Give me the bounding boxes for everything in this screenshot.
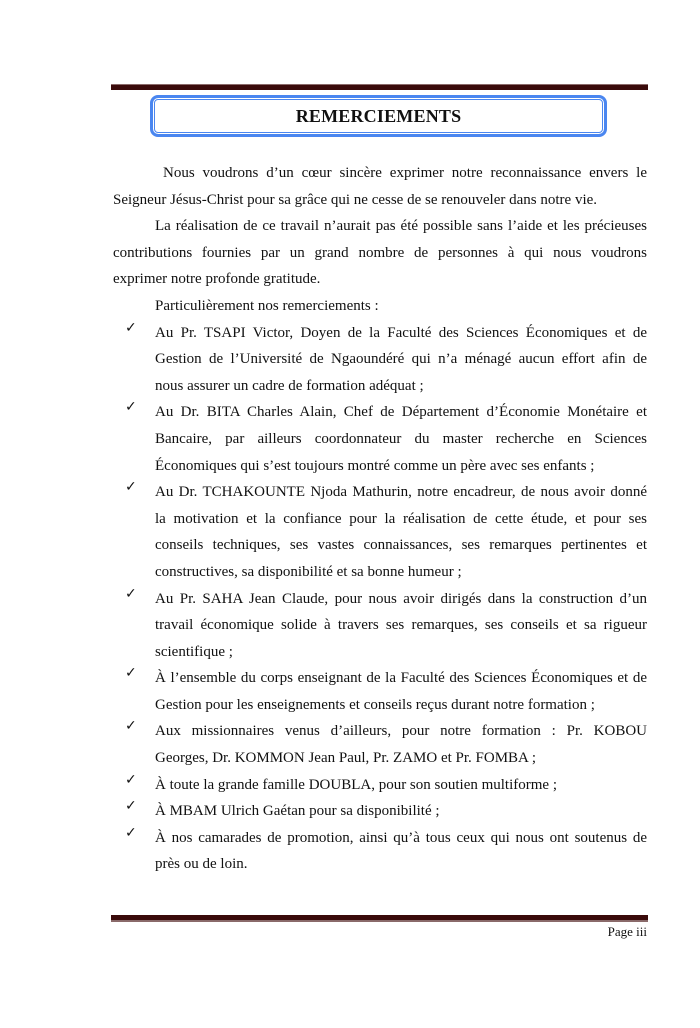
paragraph bbox=[113, 213, 647, 293]
bullet-item bbox=[113, 798, 647, 825]
text-line: exprimer notre profonde gratitude. bbox=[113, 271, 321, 288]
bullet-item bbox=[113, 586, 647, 666]
text-line: Au Dr. TCHAKOUNTE Njoda Mathurin, notre encadreur, de nous avoir donné bbox=[155, 484, 647, 501]
text-line: travail économique solide à travers ses remarques, ses conseils et sa rigueur bbox=[155, 617, 647, 634]
text-line: près ou de loin. bbox=[155, 856, 248, 873]
title-box bbox=[150, 95, 607, 137]
text-line: Au Dr. BITA Charles Alain, Chef de Département d’Économie Monétaire et bbox=[155, 404, 647, 421]
check-mark-icon: ✓ bbox=[125, 399, 137, 416]
text-line: La réalisation de ce travail n’aurait pas été possible sans l’aide et les précieuses bbox=[155, 218, 647, 235]
text-line: Économiques qui s’est toujours montré comme un père avec ses enfants ; bbox=[155, 457, 595, 474]
page-title: REMERCIEMENTS bbox=[295, 105, 462, 126]
check-mark-icon: ✓ bbox=[125, 319, 137, 336]
text-line: Particulièrement nos remerciements : bbox=[155, 297, 379, 314]
text-line: scientifique ; bbox=[155, 643, 233, 660]
text-line: Au Pr. SAHA Jean Claude, pour nous avoir dirigés dans la construction d’un bbox=[155, 590, 647, 607]
bullet-item bbox=[113, 665, 647, 718]
check-mark-icon: ✓ bbox=[125, 824, 137, 841]
footer-rule bbox=[111, 915, 648, 922]
text-line: Aux missionnaires venus d’ailleurs, pour notre formation : Pr. KOBOU bbox=[155, 723, 647, 740]
page-number: Page iii bbox=[607, 924, 647, 939]
bullet-item bbox=[113, 825, 647, 878]
bullet-item bbox=[113, 399, 647, 479]
text-line: À toute la grande famille DOUBLA, pour son soutien multiforme ; bbox=[155, 776, 558, 793]
text-line: Seigneur Jésus-Christ pour sa grâce qui ne cesse de se renouveler dans notre vie. bbox=[113, 191, 598, 208]
header-rule bbox=[111, 84, 648, 90]
bullet-item bbox=[113, 320, 647, 400]
text-line: Gestion pour les enseignements et conseils reçus durant notre formation ; bbox=[155, 696, 595, 713]
text-line: Bancaire, par ailleurs coordonnateur du master recherche en Sciences bbox=[155, 430, 647, 447]
check-mark-icon: ✓ bbox=[125, 585, 137, 602]
check-mark-icon: ✓ bbox=[125, 718, 137, 735]
text-line: À l’ensemble du corps enseignant de la Faculté des Sciences Économiques et de bbox=[155, 670, 647, 687]
text-line: constructives, sa disponibilité et sa bonne humeur ; bbox=[155, 563, 462, 580]
bullet-item bbox=[113, 718, 647, 771]
check-mark-icon: ✓ bbox=[125, 665, 137, 682]
text-line: contributions fournies par un grand nombre de personnes à qui nous voudrons bbox=[113, 244, 647, 261]
text-line: Georges, Dr. KOMMON Jean Paul, Pr. ZAMO et Pr. FOMBA ; bbox=[155, 750, 536, 767]
paragraph bbox=[113, 293, 647, 320]
check-mark-icon: ✓ bbox=[125, 479, 137, 496]
text-line: conseils techniques, ses vastes connaissances, ses remarques pertinentes et bbox=[155, 537, 647, 554]
bullet-item bbox=[113, 479, 647, 585]
bullet-item bbox=[113, 772, 647, 799]
paragraph bbox=[113, 160, 647, 213]
text-line: la motivation et la confiance pour la réalisation de cette étude, et pour ses bbox=[155, 510, 647, 527]
text-line: Gestion de l’Université de Ngaoundéré qui n’a ménagé aucun effort afin de bbox=[155, 351, 647, 368]
text-line: Nous voudrons d’un cœur sincère exprimer notre reconnaissance envers le bbox=[163, 165, 647, 181]
check-mark-icon: ✓ bbox=[125, 798, 137, 815]
text-line: À MBAM Ulrich Gaétan pour sa disponibilité ; bbox=[155, 803, 440, 820]
text-line: nous assurer un cadre de formation adéquat ; bbox=[155, 377, 424, 394]
document-body bbox=[113, 160, 647, 878]
text-line: À nos camarades de promotion, ainsi qu’à tous ceux qui nous ont soutenus de bbox=[155, 829, 647, 846]
check-mark-icon: ✓ bbox=[125, 771, 137, 788]
text-line: Au Pr. TSAPI Victor, Doyen de la Faculté des Sciences Économiques et de bbox=[155, 324, 647, 341]
